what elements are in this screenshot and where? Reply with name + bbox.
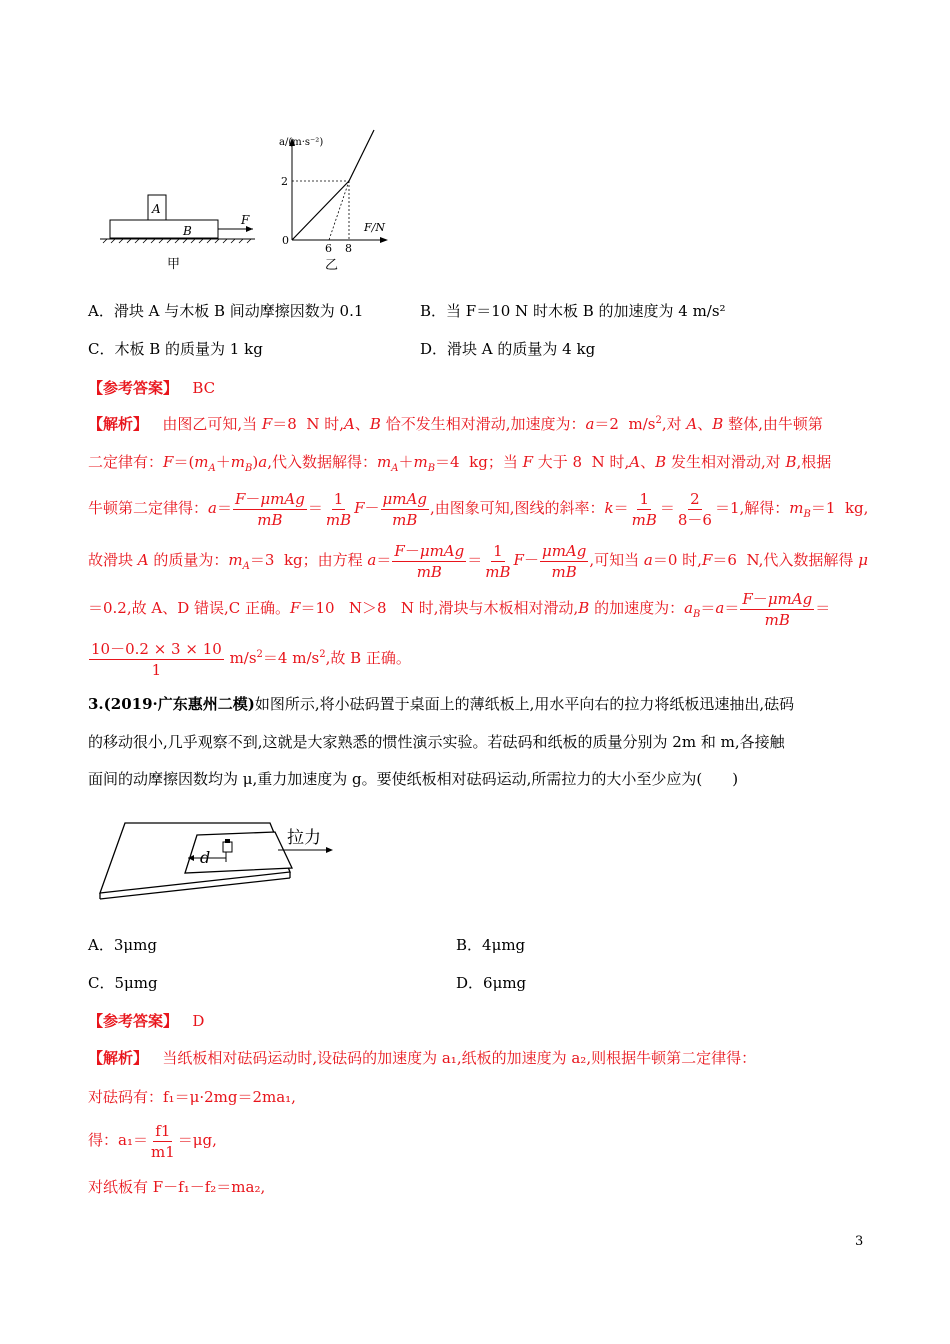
- page-number: 3: [855, 1234, 864, 1249]
- q3-analysis-line-2: 对砝码有：f₁＝μ·2mg＝2ma₁,: [88, 1088, 296, 1106]
- figure-block-diagram: [95, 185, 270, 275]
- option-c: C．木板 B 的质量为 1 kg: [88, 340, 263, 358]
- q3-stem-line-2: 的移动很小,几乎观察不到,这就是大家熟悉的惯性演示实验。若砝码和纸板的质量分别为 2m 和 m,各接触: [88, 733, 785, 751]
- graph-x-tick-6: 6: [325, 242, 332, 255]
- force-f-label: F: [241, 213, 250, 227]
- analysis-line-4: 故滑块 A 的质量为：$m_A=3$ kg；由方程 a＝ $\frac{\text{F－μmAg}}{mB}$ ＝ $\frac{1}{mB}$ F－ $\frac{\text{μmAg}}{mB}$ ,可知当 a＝0 时,F＝6 N,代入数据解得 μ: [88, 541, 868, 581]
- analysis-line-6: $\frac{10-0.2 \times 3 \times 10}{1}$ $m/s^2=4$ $m/s^2$,故 B 正确。: [91, 639, 411, 679]
- q3-analysis-text-1: 当纸板相对砝码运动时,设砝码的加速度为 a₁,纸板的加速度为 a₂,则根据牛顿第二定律得：: [162, 1049, 757, 1067]
- q3-option-a: A．3μmg: [88, 936, 157, 954]
- distance-d-label: d: [200, 848, 211, 867]
- q3-number: 3.: [88, 695, 104, 713]
- pull-force-label: 拉力: [287, 828, 321, 848]
- q3-option-c: C．5μmg: [88, 974, 158, 992]
- graph-x-axis-label: F/N: [364, 221, 385, 234]
- q3-analysis-line-1: [88, 1047, 756, 1069]
- figure-yi-caption: 乙: [325, 258, 339, 273]
- option-b: B．当 F＝10 N 时木板 B 的加速度为 4 m/s²: [420, 302, 726, 320]
- analysis-label: 【解析】: [88, 415, 149, 433]
- graph-y-tick-2: 2: [281, 175, 288, 188]
- q3-analysis-label: 【解析】: [88, 1049, 149, 1067]
- answer-line-q2: [88, 377, 215, 399]
- graph-x-tick-8: 8: [345, 242, 352, 255]
- q3-source: (2019·广东惠州二模): [103, 695, 255, 713]
- q3-analysis-3-suffix: ＝μg,: [177, 1131, 217, 1149]
- figure-jia-caption: 甲: [167, 257, 181, 272]
- q3-analysis-line-4: 对纸板有 F－f₁－f₂＝ma₂,: [88, 1178, 266, 1196]
- block-b-label: B: [183, 224, 192, 238]
- q3-stem-line-1: [88, 693, 794, 715]
- graph-origin-label: 0: [282, 234, 289, 247]
- block-a-label: A: [152, 202, 161, 216]
- q3-answer-value: D: [192, 1012, 205, 1030]
- option-d: D．滑块 A 的质量为 4 kg: [420, 340, 596, 358]
- q3-stem-1: 如图所示,将小砝码置于桌面上的薄纸板上,用水平向右的拉力将纸板迅速抽出,砝码: [254, 695, 795, 713]
- answer-line-q3: [88, 1010, 204, 1032]
- q3-option-b: B．4μmg: [456, 936, 526, 954]
- answer-value: BC: [192, 379, 216, 397]
- figure-af-graph: [270, 128, 400, 276]
- q3-option-d: D．6μmg: [456, 974, 527, 992]
- q3-analysis-line-3: [88, 1120, 217, 1162]
- q3-fraction-num: f1: [155, 1121, 171, 1140]
- answer-label: 【参考答案】: [88, 379, 179, 397]
- figure-paper-board: [95, 815, 345, 905]
- analysis-line-2: 二定律有：$F=(m_A+m_B)a$,代入数据解得：$m_A+m_B=4$ kg；当 F 大于 8 N 时,A、B 发生相对滑动,对 B,根据: [88, 453, 832, 474]
- graph-y-axis-label: a/(m·s⁻²): [279, 137, 324, 148]
- q3-analysis-3-prefix: 得：a₁＝: [88, 1131, 148, 1149]
- q3-fraction: [149, 1121, 177, 1162]
- option-a: A．滑块 A 与木板 B 间动摩擦因数为 0.1: [88, 302, 364, 320]
- analysis-line-1: 【解析】 由图乙可知,当 F＝8 N 时,A、B 恰不发生相对滑动,加速度为：a＝2 $m/s^2$,对 A、B 整体,由牛顿第: [88, 415, 823, 433]
- analysis-line-3: 牛顿第二定律得：a＝ $\frac{\text{F－μmAg}}{mB}$ ＝ $\frac{1}{mB}$ F－ $\frac{\text{μmAg}}{mB}$ ,由图象可知,图线的斜率：k＝ $\frac{1}{mB}$ ＝ $\frac{2}{8-6}$ ＝1,解得：$m_B=1$ kg,: [88, 489, 869, 529]
- analysis-line-5: ＝0.2,故 A、D 错误,C 正确。F＝10 N＞8 N 时,滑块与木板相对滑动,B 的加速度为：$a_B=a=$ $\frac{\text{F－μmAg}}{mB}$ ＝: [88, 589, 831, 629]
- q3-fraction-den: m1: [150, 1142, 175, 1161]
- q3-answer-label: 【参考答案】: [88, 1012, 179, 1030]
- q3-stem-line-3: 面间的动摩擦因数均为 μ,重力加速度为 g。要使纸板相对砝码运动,所需拉力的大小至少应为( ): [88, 770, 739, 788]
